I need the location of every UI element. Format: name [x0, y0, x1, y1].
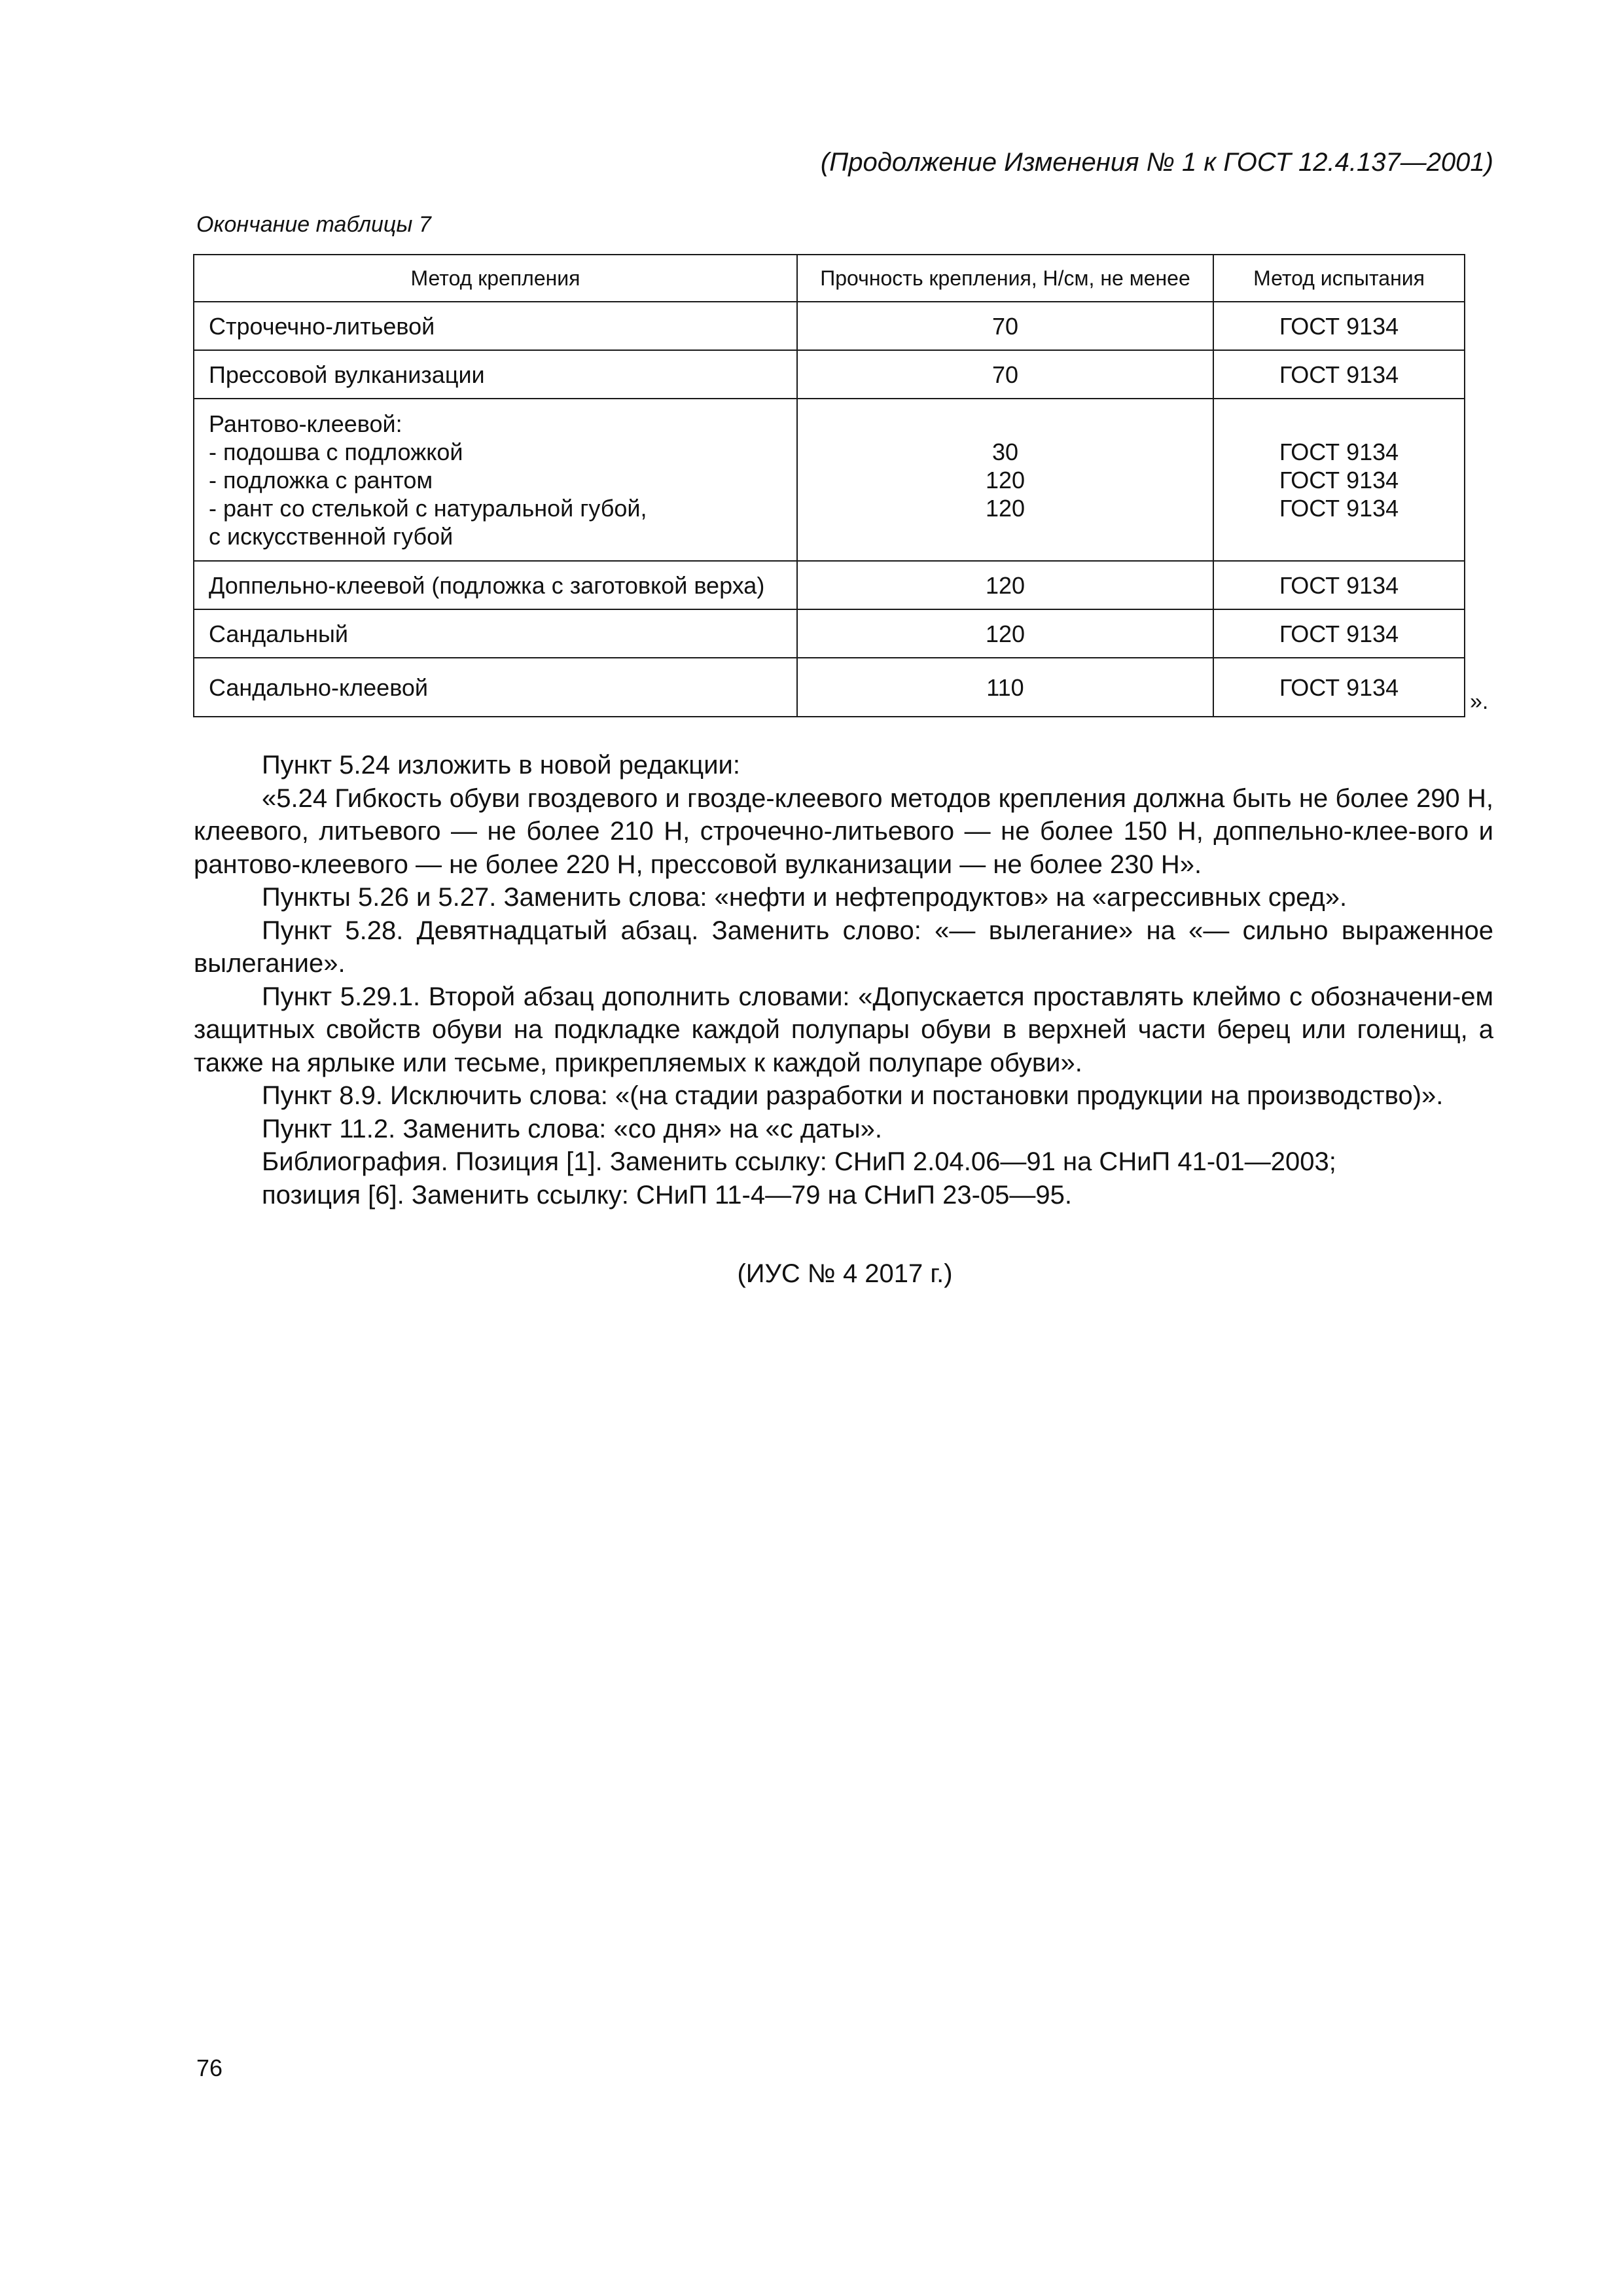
- sub-strength: 120: [985, 494, 1026, 522]
- strength-table: [193, 254, 1465, 717]
- cell-test-method: ГОСТ 9134: [1213, 350, 1465, 399]
- table-row: [194, 350, 1465, 399]
- sub-method: - рант со стелькой с натуральной губой,: [209, 494, 647, 522]
- cell-strength: 70: [797, 350, 1213, 399]
- paragraph: Пункт 5.29.1. Второй абзац дополнить словами: «Допускается проставлять клеймо с обозначени-ем защитных свойств обуви на подкладке каждой полупары обуви в верхней части берец или голенищ, а также на ярлыке или тесьме, прикрепляемых к каждой полупаре обуви».: [194, 982, 1493, 1077]
- table-container: [193, 254, 1465, 717]
- table-header-row: [194, 255, 1465, 302]
- table-row: [194, 561, 1465, 609]
- cell-test-method-group: [1213, 399, 1465, 561]
- table-row: [194, 609, 1465, 658]
- amendment-text: [194, 749, 1493, 1211]
- cell-test-method: ГОСТ 9134: [1213, 302, 1465, 350]
- sub-method: - подложка с рантом: [209, 466, 433, 493]
- table-closing-quote: ».: [1470, 689, 1489, 714]
- paragraph: Пункт 5.24 изложить в новой редакции:: [262, 751, 740, 780]
- paragraph: Пункт 8.9. Исключить слова: «(на стадии разработки и постановки продукции на производство)».: [262, 1081, 1444, 1110]
- page-number: 76: [196, 2054, 223, 2081]
- cell-strength: 70: [797, 302, 1213, 350]
- cell-strength: 120: [797, 561, 1213, 609]
- table-row-welt-glued: [194, 399, 1465, 561]
- sub-method: - подошва с подложкой: [209, 438, 463, 465]
- sub-strength: 30: [991, 438, 1019, 465]
- sub-test-method: ГОСТ 9134: [1279, 466, 1399, 493]
- cell-test-method: ГОСТ 9134: [1213, 561, 1465, 609]
- column-header-method: Метод крепления: [194, 255, 797, 302]
- paragraph: Пункт 11.2. Заменить слова: «со дня» на «с даты».: [262, 1114, 882, 1143]
- paragraph: «5.24 Гибкость обуви гвоздевого и гвозде-клеевого методов крепления должна быть не более 290 Н, клеевого, литьевого — не более 210 Н, строчечно-литьевого — не более 150 Н, доппельно-клее-вого и рантово-клеевого — не более 220 Н, прессовой вулканизации — не более 230 Н».: [194, 783, 1493, 879]
- sub-method-continuation: с искусственной губой: [209, 522, 454, 550]
- column-header-strength: Прочность крепления, Н/см, не менее: [797, 255, 1213, 302]
- cell-test-method: ГОСТ 9134: [1213, 658, 1465, 717]
- sub-test-method: ГОСТ 9134: [1279, 494, 1399, 522]
- table-row: [194, 302, 1465, 350]
- cell-strength-group: [797, 399, 1213, 561]
- paragraph: Пункты 5.26 и 5.27. Заменить слова: «нефти и нефтепродуктов» на «агрессивных сред».: [262, 883, 1347, 912]
- table-caption: Окончание таблицы 7: [196, 212, 431, 237]
- cell-method: Строчечно-литьевой: [194, 302, 797, 350]
- cell-method: Сандально-клеевой: [194, 658, 797, 717]
- paragraph: Пункт 5.28. Девятнадцатый абзац. Заменить слово: «— вылегание» на «— сильно выраженное вылегание».: [194, 916, 1493, 978]
- paragraph: позиция [6]. Заменить ссылку: СНиП 11-4—79 на СНиП 23-05—95.: [262, 1180, 1073, 1210]
- page-header: (Продолжение Изменения № 1 к ГОСТ 12.4.137—2001): [820, 148, 1493, 177]
- column-header-test-method: Метод испытания: [1213, 255, 1465, 302]
- paragraph: Библиография. Позиция [1]. Заменить ссылку: СНиП 2.04.06—91 на СНиП 41-01—2003;: [262, 1147, 1336, 1176]
- cell-method: Прессовой вулканизации: [194, 350, 797, 399]
- cell-method-group: [194, 399, 797, 561]
- method-group-title: Рантово-клеевой:: [209, 410, 402, 437]
- sub-strength: 120: [985, 466, 1026, 493]
- issue-reference: (ИУС № 4 2017 г.): [737, 1259, 953, 1288]
- table-row: [194, 658, 1465, 717]
- cell-strength: 120: [797, 609, 1213, 658]
- cell-strength: 110: [797, 658, 1213, 717]
- cell-method: Сандальный: [194, 609, 797, 658]
- cell-method: Доппельно-клеевой (подложка с заготовкой верха): [194, 561, 797, 609]
- cell-test-method: ГОСТ 9134: [1213, 609, 1465, 658]
- sub-test-method: ГОСТ 9134: [1279, 438, 1399, 465]
